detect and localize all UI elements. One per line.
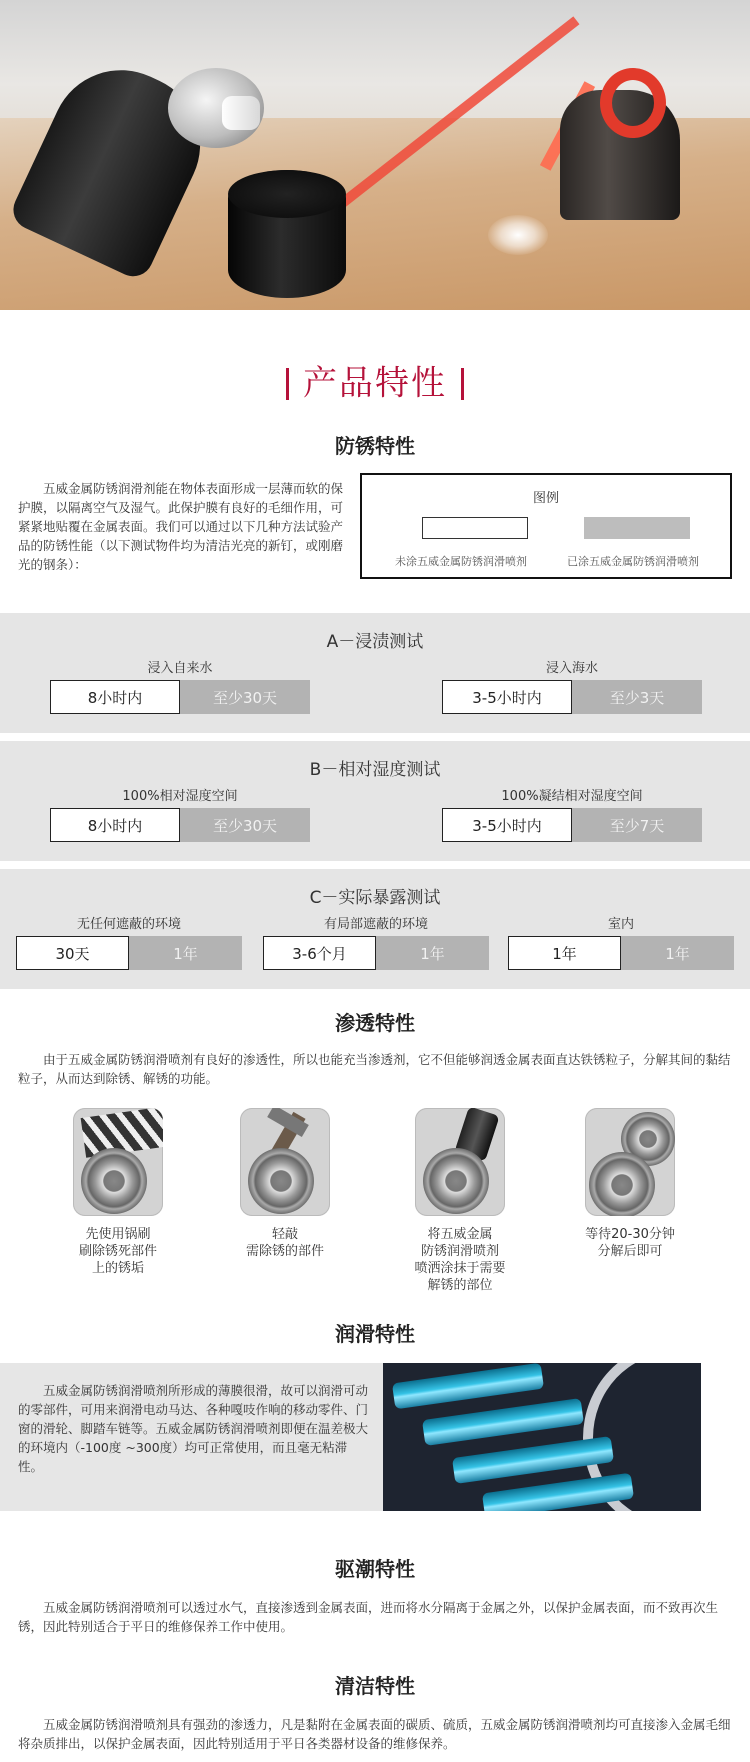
tape-roll bbox=[600, 68, 666, 138]
cleaning-description: 五威金属防锈润滑喷剂具有强劲的渗透力，凡是黏附在金属表面的碳质、硫质，五威金属防锈润滑喷剂均可直接渗入金属毛细将杂质排出，以保护金属表面，因此特别适用于平日各类器材设备的维修保养。 bbox=[18, 1717, 731, 1751]
uncoated-result: 3-6个月 bbox=[263, 936, 376, 970]
spray-nozzle bbox=[222, 96, 260, 130]
coated-result: 至少30天 bbox=[180, 808, 310, 842]
test-c-title: C－实际暴露测试 bbox=[309, 888, 441, 908]
wire-brush-gear-icon bbox=[73, 1108, 163, 1216]
test-c-item-2 bbox=[263, 913, 489, 970]
coated-result: 至少3天 bbox=[572, 680, 702, 714]
step-caption: 先使用锅刷 刷除锈死部件 上的锈垢 bbox=[78, 1227, 157, 1276]
step-caption: 等待20-30分钟 分解后即可 bbox=[585, 1227, 675, 1259]
uncoated-result: 30天 bbox=[16, 936, 129, 970]
rust-removal-steps bbox=[0, 1108, 750, 1318]
step-caption: 轻敲 需除锈的部件 bbox=[245, 1227, 324, 1259]
test-b-panel bbox=[0, 741, 750, 861]
legend-uncoated-swatch bbox=[422, 517, 528, 539]
test-label: 有局部遮蔽的环境 bbox=[323, 917, 428, 932]
title-bar-left bbox=[286, 368, 289, 400]
step-1 bbox=[58, 1108, 178, 1277]
test-label: 浸入自来水 bbox=[147, 661, 213, 676]
uncoated-result: 3-5小时内 bbox=[442, 808, 572, 842]
test-c-item-3 bbox=[508, 913, 734, 970]
coated-result: 至少30天 bbox=[180, 680, 310, 714]
legend-box bbox=[360, 473, 732, 579]
uncoated-result: 8小时内 bbox=[50, 808, 180, 842]
coated-result: 1年 bbox=[129, 936, 242, 970]
legend-coated-label: 已涂五威金属防锈润滑喷剂 bbox=[567, 555, 699, 568]
test-b-item-1 bbox=[50, 785, 310, 842]
step-2 bbox=[225, 1108, 345, 1260]
rust-description: 五威金属防锈润滑剂能在物体表面形成一层薄而软的保护膜，以隔离空气及湿气。此保护膜有良好的毛细作用，可紧紧地贴覆在金属表面。我们可以通过以下几种方法试验产品的防锈性能（以下测试物件均为清洁光亮的新钉，或刚磨光的钢条）： bbox=[18, 481, 344, 572]
rust-section bbox=[0, 473, 750, 613]
test-a-title: A－浸渍测试 bbox=[326, 632, 424, 652]
test-label: 无任何遮蔽的环境 bbox=[76, 917, 181, 932]
legend-uncoated-label: 未涂五威金属防锈润滑喷剂 bbox=[395, 555, 527, 568]
test-a-panel bbox=[0, 613, 750, 733]
lubrication-description: 五威金属防锈润滑喷剂所形成的薄膜很滑，故可以润滑可动的零部件，可用来润滑电动马达、各种嘎吱作响的移动零件、门窗的滑轮、脚踏车链等。五威金属防锈润滑喷剂即便在温差极大的环境内（-100度 ~300度）均可正常使用，而且毫无粘滞性。 bbox=[18, 1383, 369, 1474]
moisture-section-title: 驱潮特性 bbox=[335, 1557, 415, 1581]
lubrication-section-title: 润滑特性 bbox=[335, 1322, 415, 1346]
hammer-gear-icon bbox=[240, 1108, 330, 1216]
page-title bbox=[0, 360, 750, 406]
spray-can-cap-top bbox=[228, 170, 346, 218]
rust-section-title: 防锈特性 bbox=[335, 434, 415, 458]
page-title-text: 产品特性 bbox=[303, 363, 447, 404]
test-label: 100%凝结相对湿度空间 bbox=[501, 789, 643, 804]
two-gears-icon bbox=[585, 1108, 675, 1216]
penetration-section-title: 渗透特性 bbox=[335, 1011, 415, 1035]
test-c-item-1 bbox=[16, 913, 242, 970]
uncoated-result: 1年 bbox=[508, 936, 621, 970]
legend-coated-swatch bbox=[584, 517, 690, 539]
legend-title: 图例 bbox=[532, 491, 559, 506]
step-caption: 将五威金属 防锈润滑喷剂 喷洒涂抹于需要 解锈的部位 bbox=[414, 1227, 506, 1293]
moisture-description: 五威金属防锈润滑喷剂可以透过水气，直接渗透到金属表面，进而将水分隔离于金属之外，以保护金属表面，而不致再次生锈，因此特别适合于平日的维修保养工作中使用。 bbox=[18, 1600, 719, 1634]
lubrication-text-panel bbox=[0, 1363, 383, 1511]
test-label: 浸入海水 bbox=[545, 661, 598, 676]
coated-result: 至少7天 bbox=[572, 808, 702, 842]
test-a-item-2 bbox=[442, 657, 702, 714]
test-c-panel bbox=[0, 869, 750, 989]
coated-result: 1年 bbox=[621, 936, 734, 970]
light-glow bbox=[488, 215, 548, 255]
hero-product-image bbox=[0, 0, 750, 310]
coated-result: 1年 bbox=[376, 936, 489, 970]
step-4 bbox=[570, 1108, 690, 1260]
penetration-description: 由于五威金属防锈润滑喷剂有良好的渗透性，所以也能充当渗透剂，它不但能够润透金属表面直达铁锈粒子，分解其间的黏结粒子，从而达到除锈、解锈的功能。 bbox=[18, 1052, 731, 1086]
test-b-title: B－相对湿度测试 bbox=[309, 760, 441, 780]
step-3 bbox=[400, 1108, 520, 1294]
test-label: 100%相对湿度空间 bbox=[122, 789, 238, 804]
uncoated-result: 3-5小时内 bbox=[442, 680, 572, 714]
uncoated-result: 8小时内 bbox=[50, 680, 180, 714]
lubrication-section bbox=[0, 1363, 750, 1511]
test-a-item-1 bbox=[50, 657, 310, 714]
test-label: 室内 bbox=[607, 917, 634, 932]
bearing-image bbox=[383, 1363, 701, 1511]
cleaning-section-title: 清洁特性 bbox=[335, 1674, 415, 1698]
spray-can-gear-icon bbox=[415, 1108, 505, 1216]
title-bar-right bbox=[461, 368, 464, 400]
test-b-item-2 bbox=[442, 785, 702, 842]
